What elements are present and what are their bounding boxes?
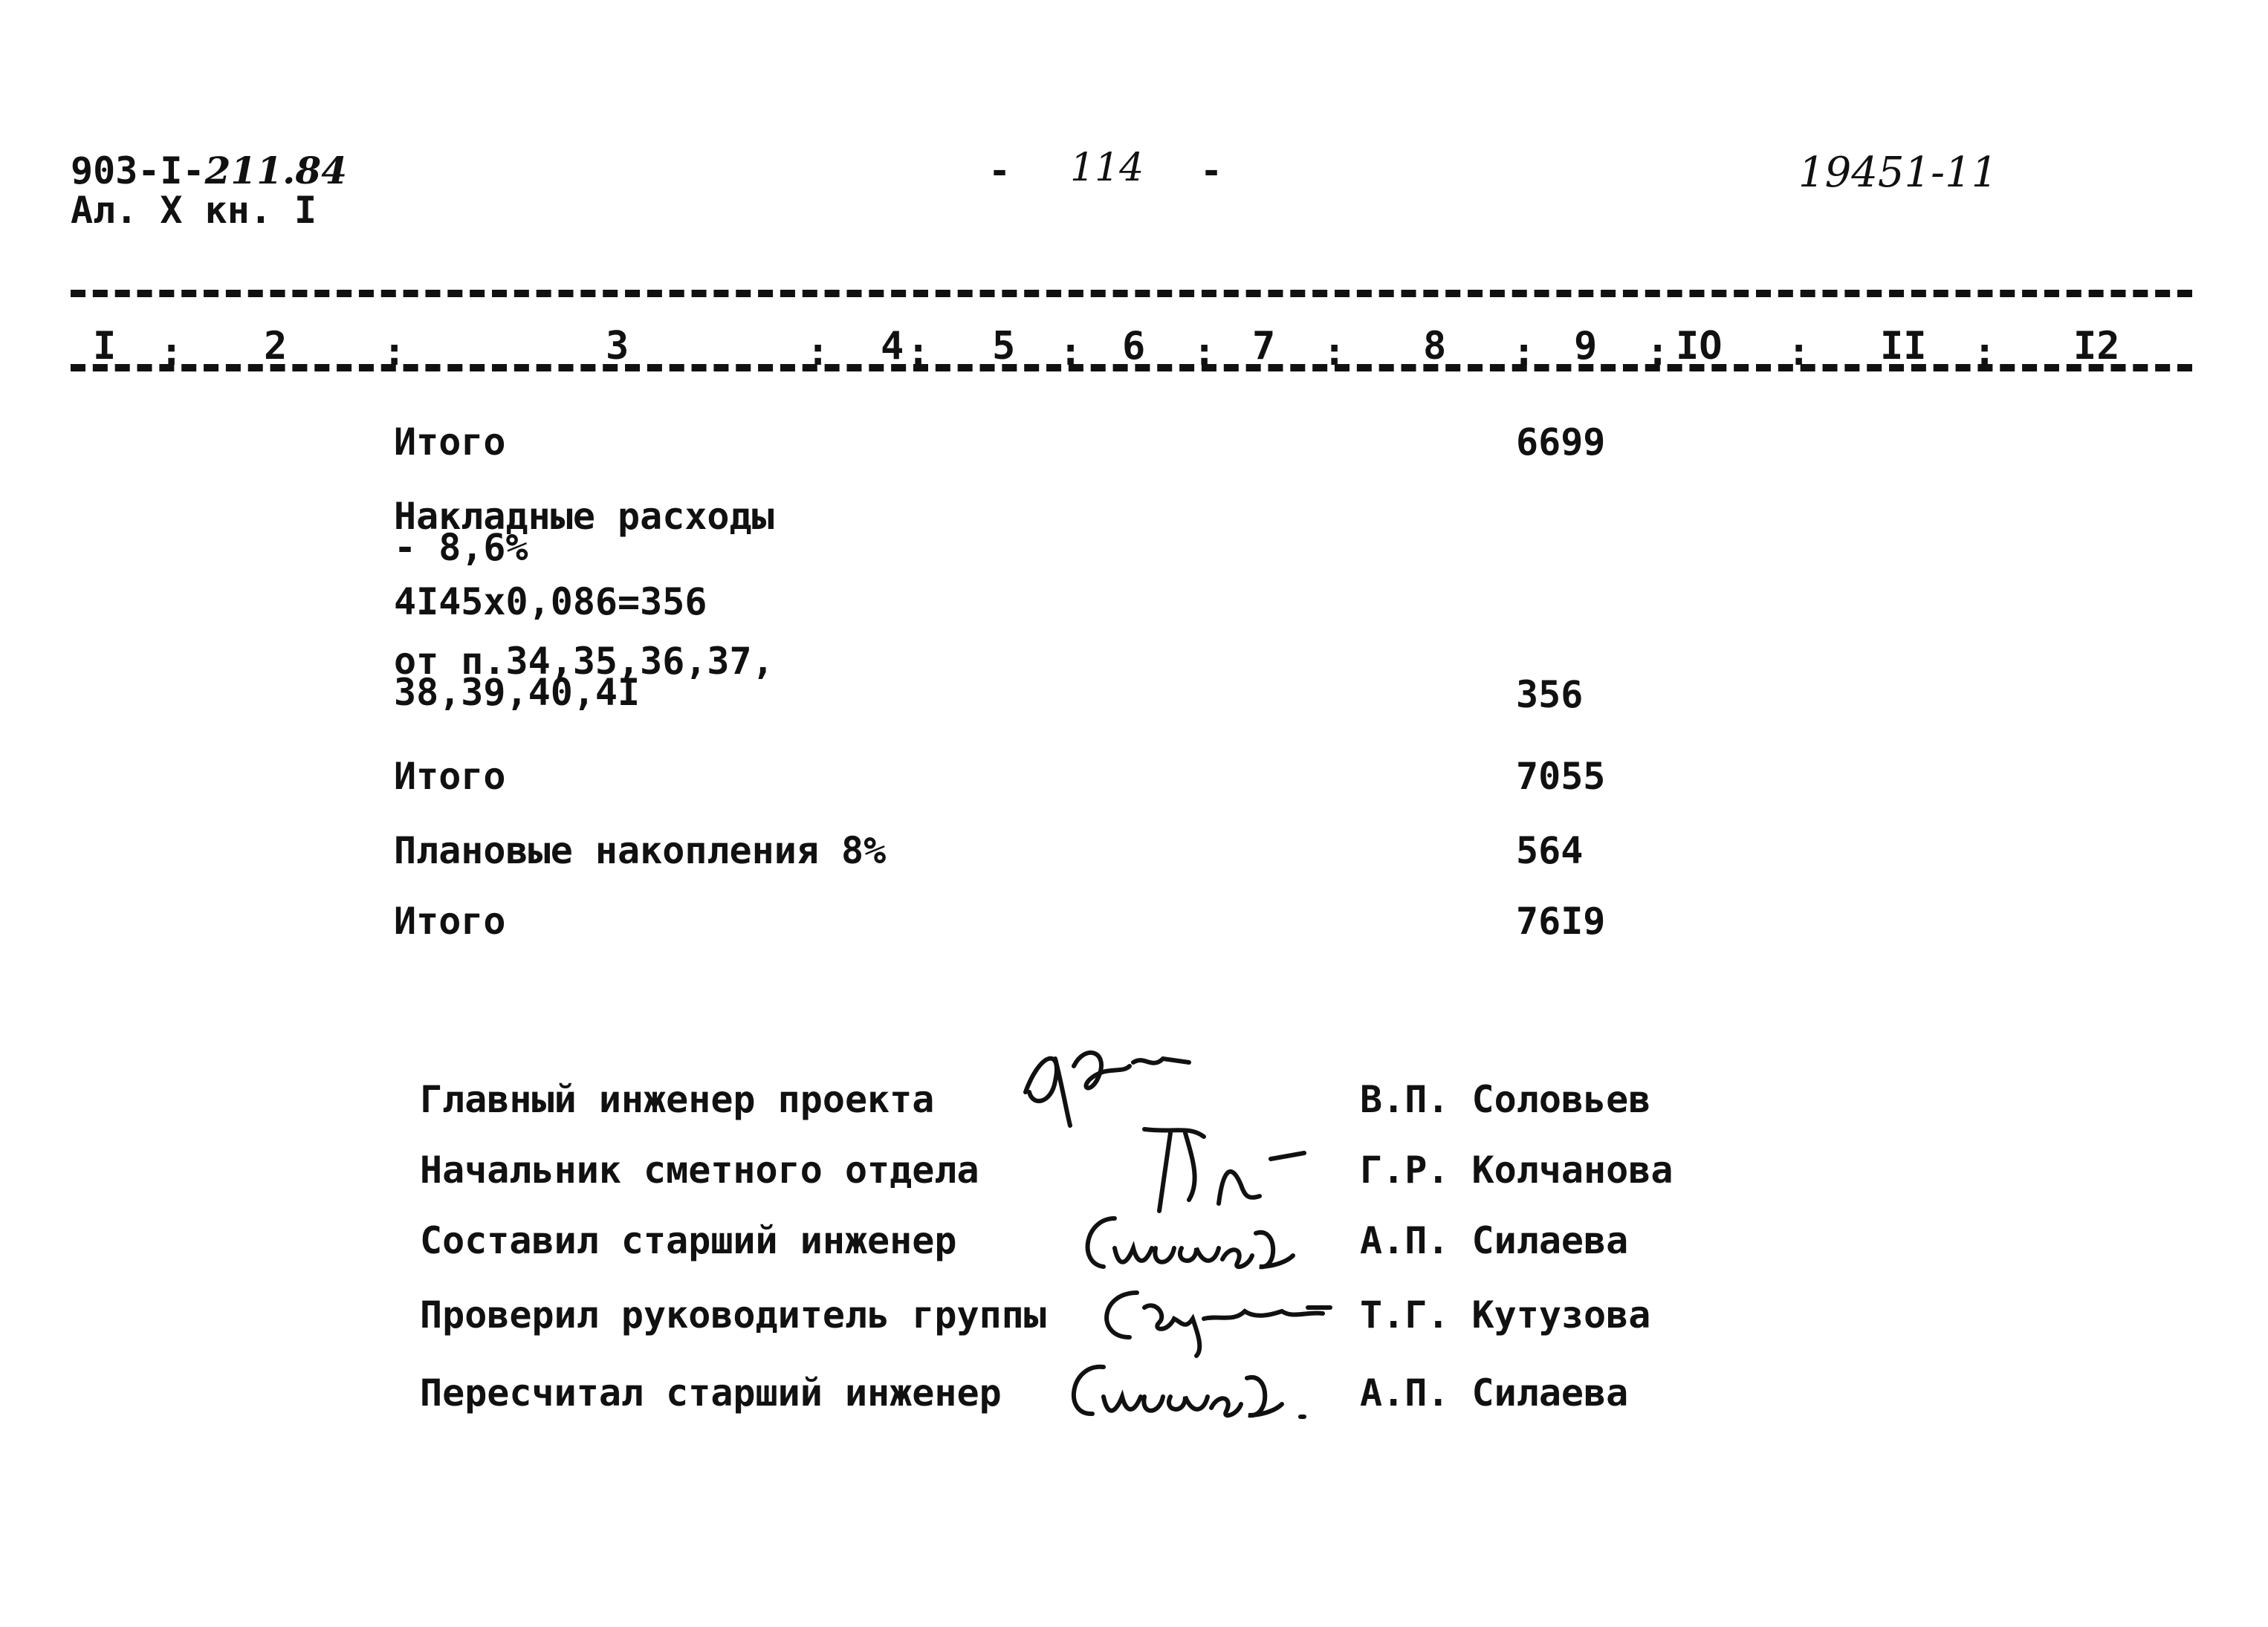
signatory-role: Составил старший инженер (420, 1219, 957, 1262)
row-value: 356 (1516, 673, 1584, 716)
signatory-name: Т.Г. Кутузова (1360, 1293, 1651, 1337)
document-code (71, 149, 347, 192)
row-calculation: 4I45x0,086=356 (394, 580, 707, 623)
page-number: 114 (1070, 146, 1144, 190)
row-label: Итого (394, 900, 506, 943)
album-reference: Ал. X кн. I (71, 189, 317, 232)
column-number: 7 (1252, 324, 1276, 368)
signatory-role: Проверил руководитель группы (420, 1293, 1046, 1337)
column-separator: : (160, 330, 184, 374)
handwritten-signature (1055, 1348, 1345, 1433)
signatory-role: Пересчитал старший инженер (420, 1371, 1002, 1415)
column-number: I2 (2073, 324, 2120, 368)
column-number: 6 (1122, 324, 1146, 368)
row-label: Итого (394, 420, 506, 464)
column-number: II (1880, 324, 1927, 368)
header-dashed-rule (71, 290, 2192, 297)
column-separator: : (907, 330, 930, 374)
signatory-name: В.П. Соловьев (1360, 1078, 1651, 1121)
row-reference-continued: 38,39,40,4I (394, 671, 641, 714)
column-separator: : (1512, 330, 1536, 374)
column-number: I (93, 324, 117, 368)
column-number: 9 (1574, 324, 1598, 368)
row-value: 7055 (1516, 755, 1606, 798)
column-number: 8 (1423, 324, 1447, 368)
column-separator: : (383, 330, 406, 374)
document-code-typed: 903-I- (71, 149, 205, 192)
row-value: 564 (1516, 829, 1584, 872)
row-label: Итого (394, 755, 506, 798)
column-separator: : (1059, 330, 1083, 374)
archive-number: 19451-11 (1798, 149, 1998, 197)
row-label-continued: - 8,6% (394, 526, 528, 569)
row-reference: от п.34,35,36,37, (394, 640, 774, 683)
column-number: 4 (881, 324, 904, 368)
row-label: Накладные расходы (394, 495, 774, 538)
signatory-name: Г.Р. Колчанова (1360, 1149, 1674, 1192)
column-separator: : (1193, 330, 1216, 374)
column-number: 3 (606, 324, 629, 368)
signatory-name: А.П. Силаева (1360, 1219, 1629, 1262)
signatory-role: Главный инженер проекта (420, 1078, 935, 1121)
row-label: Плановые накопления 8% (394, 829, 887, 872)
column-number: 2 (264, 324, 288, 368)
row-value: 76I9 (1516, 900, 1606, 943)
page-dash-left: - (988, 149, 1011, 192)
signatory-role: Начальник сметного отдела (420, 1149, 979, 1192)
page-dash-right: - (1200, 149, 1223, 192)
column-separator: : (1787, 330, 1811, 374)
document-code-handwritten: 211.84 (204, 149, 347, 192)
row-value: 6699 (1516, 420, 1606, 464)
column-separator: : (806, 330, 830, 374)
column-separator: : (1646, 330, 1670, 374)
handwritten-signature (1070, 1204, 1315, 1288)
column-number: IO (1676, 324, 1723, 368)
column-number: 5 (992, 324, 1016, 368)
signatory-name: А.П. Силаева (1360, 1371, 1629, 1415)
column-separator: : (1973, 330, 1997, 374)
column-separator: : (1323, 330, 1347, 374)
